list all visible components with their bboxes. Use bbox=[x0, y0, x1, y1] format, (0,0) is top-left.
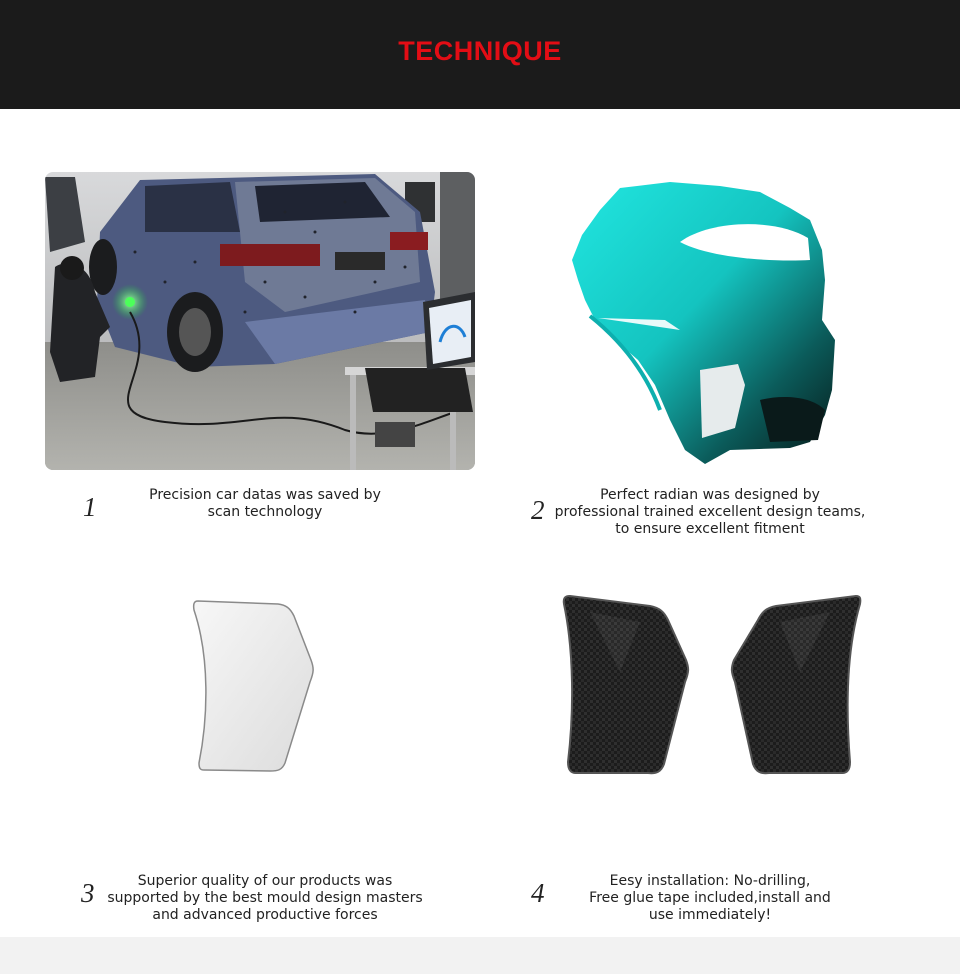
step-caption-4 bbox=[580, 873, 840, 924]
footer-strip bbox=[0, 937, 960, 974]
step-caption-1 bbox=[120, 487, 410, 521]
caption-line: Superior quality of our products was bbox=[137, 873, 393, 889]
carbon-parts-image bbox=[560, 592, 865, 780]
caption-line: Precision car datas was saved by bbox=[149, 487, 381, 503]
step-number-3: 3 bbox=[81, 878, 95, 908]
header-bar bbox=[0, 0, 960, 109]
step-number-4: 4 bbox=[531, 878, 545, 908]
page-title: TECHNIQUE bbox=[398, 36, 562, 66]
scan-photo bbox=[45, 172, 475, 470]
step-number-2: 2 bbox=[531, 495, 545, 525]
caption-line: Eesy installation: No-drilling, bbox=[609, 873, 811, 889]
design-model-image bbox=[560, 180, 840, 465]
caption-line: and advanced productive forces bbox=[152, 907, 378, 923]
white-part-image bbox=[190, 598, 318, 776]
caption-line: use immediately! bbox=[648, 907, 772, 923]
caption-line: scan technology bbox=[207, 504, 323, 520]
caption-line: supported by the best mould design masters bbox=[107, 890, 423, 906]
caption-line: Perfect radian was designed by bbox=[600, 487, 820, 503]
caption-line: professional trained excellent design teams, bbox=[554, 504, 866, 520]
step-caption-3 bbox=[100, 873, 430, 924]
step-number-1: 1 bbox=[83, 492, 97, 522]
caption-line: Free glue tape included,install and bbox=[589, 890, 831, 906]
step-caption-2 bbox=[550, 487, 870, 538]
caption-line: to ensure excellent fitment bbox=[615, 521, 805, 537]
